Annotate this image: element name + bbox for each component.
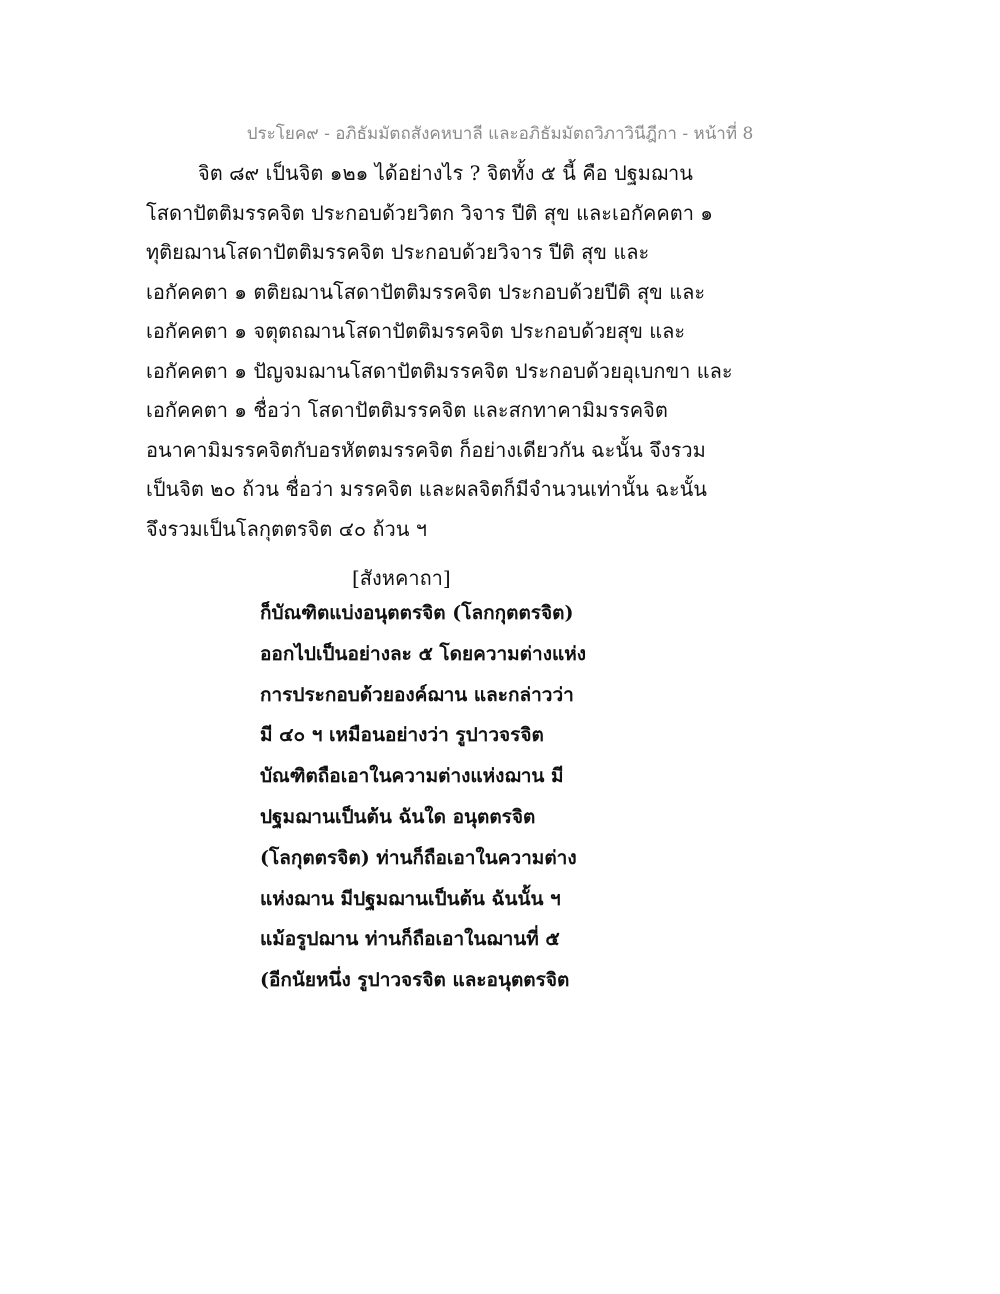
verse-line: ออกไปเป็นอย่างละ ๕ โดยความต่างแห่ง — [260, 642, 587, 665]
verse-line: (โลกุตตรจิต) ท่านก็ถือเอาในความต่าง — [260, 846, 577, 869]
verse-line: มี ๔๐ ฯ เหมือนอย่างว่า รูปาวจรจิต — [260, 724, 544, 747]
verse-line: ปฐมฌานเป็นต้น ฉันใด อนุตตรจิต — [260, 805, 536, 828]
body-paragraph — [146, 160, 846, 555]
verse-line: บัณฑิตถือเอาในความต่างแห่งฌาน มี — [260, 765, 564, 788]
body-line: จิต ๘๙ เป็นจิต ๑๒๑ ได้อย่างไร ? จิตทั้ง ๕ นี้ คือ ปฐมฌาน — [198, 161, 693, 185]
body-line: เอกัคคตา ๑ ชื่อว่า โสดาปัตติมรรคจิต และสกทาคามิมรรคจิต — [146, 398, 668, 422]
body-line: โสดาปัตติมรรคจิต ประกอบด้วยวิตก วิจาร ปีติ สุข และเอกัคคตา ๑ — [146, 200, 714, 225]
body-line: เอกัคคตา ๑ ตติยฌานโสดาปัตติมรรคจิต ประกอบด้วยปีติ สุข และ — [146, 279, 706, 304]
body-line: ทุติยฌานโสดาปัตติมรรคจิต ประกอบด้วยวิจาร ปีติ สุข และ — [146, 240, 650, 264]
body-line: เป็นจิต ๒๐ ถ้วน ชื่อว่า มรรคจิต และผลจิตก็มีจำนวนเท่านั้น ฉะนั้น — [146, 477, 707, 501]
verse-line: แห่งฌาน มีปฐมฌานเป็นต้น ฉันนั้น ฯ — [260, 887, 561, 910]
body-line: อนาคามิมรรคจิตกับอรหัตตมรรคจิต ก็อย่างเดียวกัน ฉะนั้น จึงรวม — [146, 437, 706, 462]
body-line: จึงรวมเป็นโลกุตตรจิต ๔๐ ถ้วน ฯ — [146, 516, 428, 541]
verse-line: (อีกนัยหนึ่ง รูปาวจรจิต และอนุตตรจิต — [260, 969, 570, 992]
verse-line: แม้อรูปฌาน ท่านก็ถือเอาในฌานที่ ๕ — [260, 928, 560, 951]
verse-heading: [สังหคาถา] — [352, 566, 451, 590]
verse-line: การประกอบด้วยองค์ฌาน และกล่าวว่า — [260, 683, 574, 706]
page-header: ประโยค๙ - อภิธัมมัตถสังคหบาลี และอภิธัมมัตถวิภาวินีฎีกา - หน้าที่ 8 — [246, 124, 754, 144]
verse-line: ก็บัณฑิตแบ่งอนุตตรจิต (โลกกุตตรจิต) — [260, 602, 574, 624]
body-line: เอกัคคตา ๑ ปัญจมฌานโสดาปัตติมรรคจิต ประกอบด้วยอุเบกขา และ — [146, 358, 733, 383]
body-line: เอกัคคตา ๑ จตุตถฌานโสดาปัตติมรรคจิต ประกอบด้วยสุข และ — [146, 319, 686, 343]
verse-block — [260, 600, 820, 1008]
